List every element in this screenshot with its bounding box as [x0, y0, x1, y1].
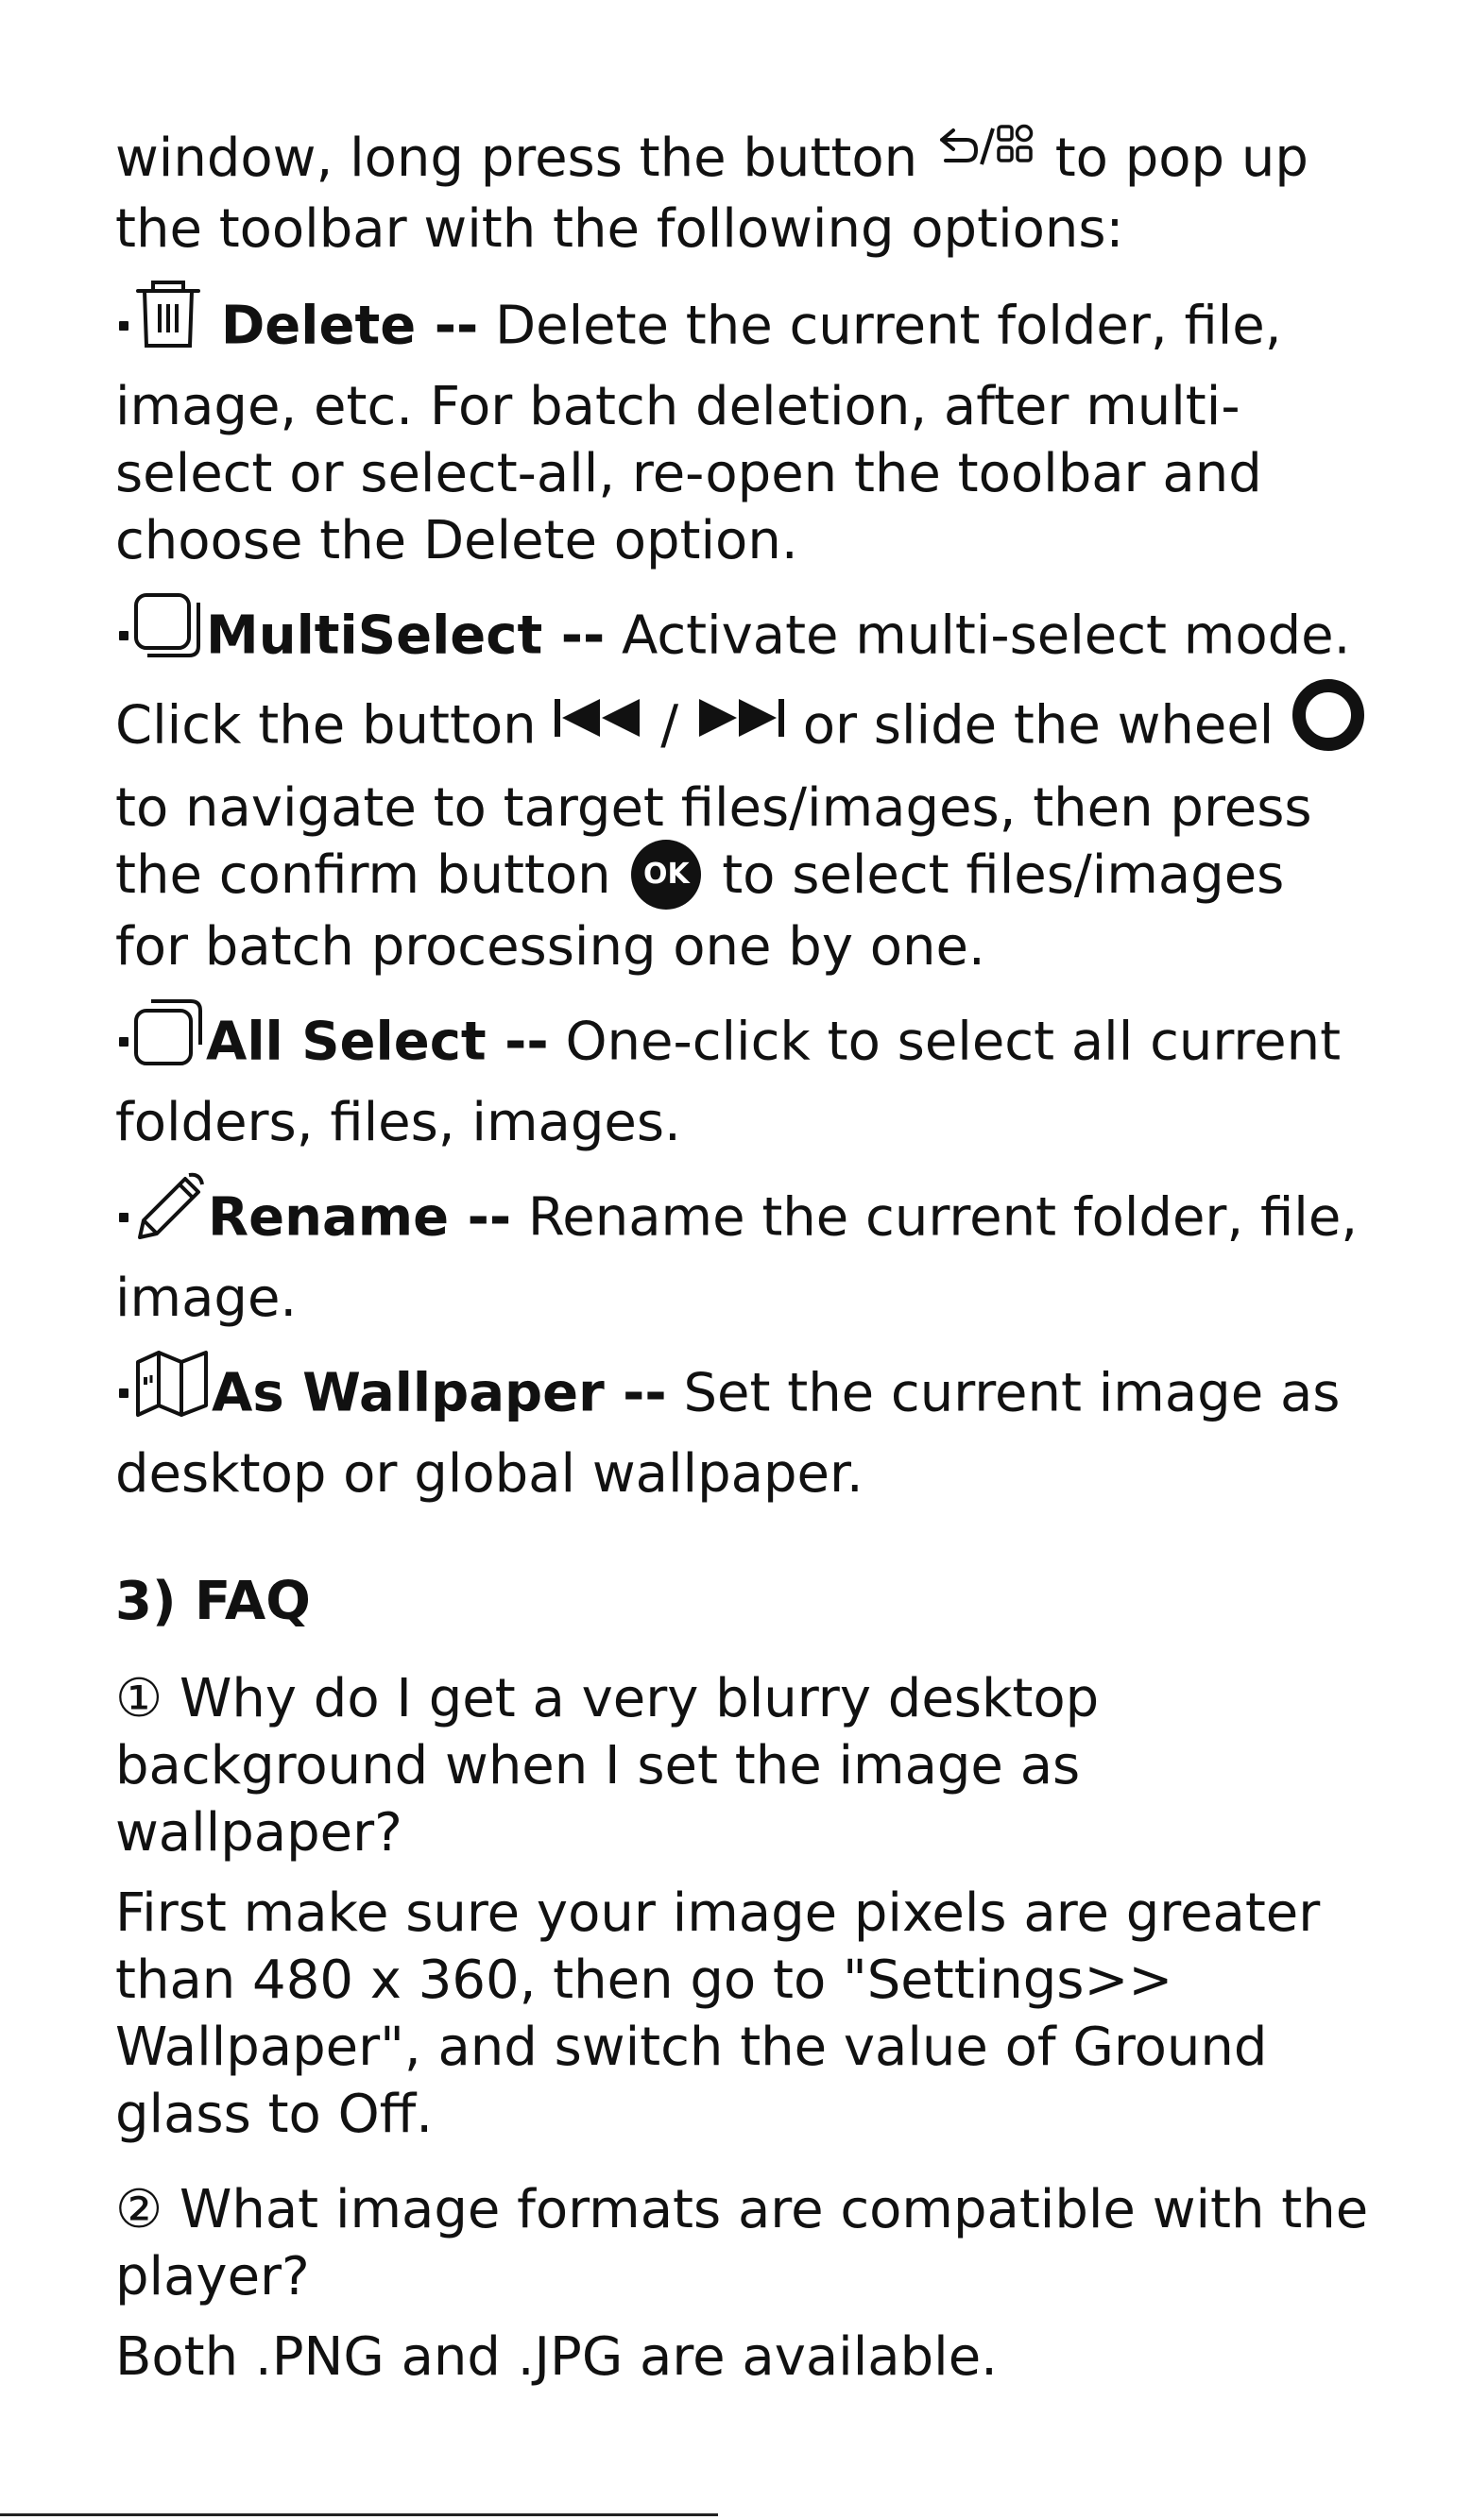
option-term: Rename -- — [208, 1186, 512, 1249]
option-desc: Set the current image as desktop or global wallpaper. — [115, 1362, 1341, 1506]
option-term: MultiSelect -- — [206, 605, 606, 667]
faq-question: ② What image formats are compatible with the player? — [115, 2179, 1369, 2308]
option-desc: Delete the current folder, file, image, etc. For batch deletion, after multi-select or select-all, re-open the toolbar and choose the Delete option. — [115, 296, 1282, 572]
prev-track-icon — [553, 690, 643, 757]
multiselect-icon — [132, 589, 206, 677]
trash-icon — [132, 280, 204, 367]
bullet-dot — [119, 1037, 128, 1047]
option-desc: One-click to select all current folders, files, images. — [115, 1011, 1342, 1154]
option-as-wallpaper — [115, 1353, 1372, 1507]
option-multiselect: MultiSelect -- Activate multi-select mode. Click the button / or slide the wheel to navigate to target files/images, then press the confirm button OK to select files/images for batch processing one by one. — [115, 595, 1372, 980]
bullet-dot — [119, 1213, 128, 1222]
option-desc: Rename the current folder, file, image. — [115, 1186, 1359, 1330]
intro-text-after: to pop up the toolbar with the following options: — [115, 128, 1309, 261]
next-track-icon — [695, 690, 786, 757]
bullet-dot — [119, 321, 128, 331]
wallpaper-icon — [132, 1347, 212, 1435]
faq-heading: 3) FAQ — [115, 1571, 311, 1633]
option-desc-part: to navigate to target files/images, then press the confirm button — [115, 777, 1312, 907]
intro-text-before: window, long press the button — [115, 128, 934, 189]
option-desc-part: or slide the wheel — [785, 695, 1291, 757]
option-term: Delete -- — [220, 296, 479, 357]
bullet-dot — [119, 631, 128, 640]
page-bottom-divider — [0, 2513, 718, 2516]
option-rename — [115, 1177, 1372, 1332]
back-menu-icon — [934, 121, 1038, 190]
faq-answer: First make sure your image pixels are greater than 480 x 360, then go to "Settings>> Wallpaper", and switch the value of Ground glass to Off. — [115, 1882, 1321, 2146]
option-desc-part: Activate multi-select mode. Click the button — [115, 605, 1351, 757]
intro-paragraph — [115, 125, 1372, 263]
wheel-icon — [1291, 677, 1366, 769]
faq-answer: Both .PNG and .JPG are available. — [115, 2326, 998, 2389]
option-term: All Select -- — [206, 1011, 549, 1073]
option-delete — [115, 285, 1372, 574]
option-desc-part: to select files/images for batch processing one by one. — [115, 844, 1285, 979]
option-all-select — [115, 1001, 1372, 1156]
pencil-icon — [132, 1171, 208, 1259]
manual-page — [115, 125, 1372, 2419]
bullet-dot — [119, 1388, 128, 1398]
ok-button-icon: OK — [631, 840, 701, 910]
all-select-icon — [132, 996, 206, 1083]
faq-question: ① Why do I get a very blurry desktop background when I set the image as wallpaper? — [115, 1668, 1100, 1864]
option-term: As Wallpaper -- — [212, 1362, 667, 1424]
